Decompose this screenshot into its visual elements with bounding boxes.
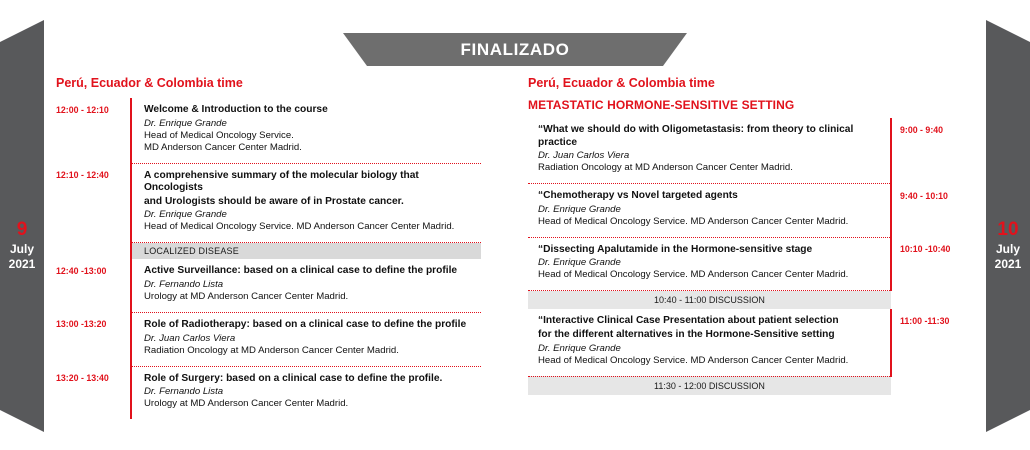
session-time: 10:10 -10:40 (900, 244, 951, 255)
session-details (528, 118, 891, 184)
band-spacer (891, 376, 978, 395)
session-speaker: Dr. Fernando Lista (144, 386, 224, 398)
session-time: 12:10 - 12:40 (56, 170, 109, 181)
session-title: for the different alternatives in the Hormone-Sensitive setting (538, 328, 835, 340)
table-row (528, 376, 978, 395)
table-row (56, 163, 481, 243)
section-title-right: METASTATIC HORMONE-SENSITIVE SETTING (528, 98, 795, 112)
session-title: “Dissecting Apalutamide in the Hormone-sensitive stage (538, 243, 813, 255)
session-affiliation: Head of Medical Oncology Service. MD Anderson Cancer Center Madrid. (144, 221, 455, 233)
session-speaker: Dr. Juan Carlos Viera (144, 332, 236, 344)
day-number-left: 9 (16, 219, 28, 240)
discussion-band-label: 11:30 - 12:00 DISCUSSION (528, 376, 891, 395)
session-speaker: Dr. Enrique Grande (144, 209, 227, 221)
session-title: “What we should do with Oligometastasis: from theory to clinical practice (538, 124, 854, 148)
day-one-column (56, 76, 481, 419)
session-time: 11:00 -11:30 (900, 316, 950, 327)
band-spacer (891, 291, 978, 310)
session-affiliation: Urology at MD Anderson Cancer Center Madrid. (144, 290, 349, 302)
day-two-column (528, 76, 978, 395)
table-row (56, 243, 481, 260)
day-number-right: 10 (997, 219, 1019, 240)
session-affiliation: Head of Medical Oncology Service. MD Anderson Cancer Center Madrid. (538, 215, 849, 227)
band-spacer (56, 243, 131, 260)
discussion-band-label: 10:40 - 11:00 DISCUSSION (528, 291, 891, 310)
status-badge: FINALIZADO (460, 40, 570, 59)
session-affiliation: Head of Medical Oncology Service. MD Anderson Cancer Center Madrid. (538, 269, 849, 281)
day-month-right: July (995, 242, 1020, 256)
session-time: 9:00 - 9:40 (900, 125, 944, 135)
session-affiliation: Radiation Oncology at MD Anderson Cancer Center Madrid. (538, 162, 793, 174)
table-row (56, 98, 481, 163)
session-title: Role of Radiotherapy: based on a clinical case to define the profile (144, 318, 467, 330)
session-title: “Chemotherapy vs Novel targeted agents (538, 190, 738, 202)
session-time: 13:00 -13:20 (56, 319, 107, 330)
session-time: 9:40 - 10:10 (900, 190, 948, 201)
session-time: 13:20 - 13:40 (56, 373, 109, 384)
session-speaker: Dr. Fernando Lista (144, 278, 224, 290)
day-year-left: 2021 (8, 257, 36, 271)
session-details (528, 184, 891, 238)
session-details (131, 312, 481, 366)
section-band-label: LOCALIZED DISEASE (131, 243, 481, 260)
session-title: Active Surveillance: based on a clinical case to define the profile (144, 265, 458, 277)
day-year-right: 2021 (994, 257, 1022, 271)
session-affiliation: Head of Medical Oncology Service. (144, 129, 294, 141)
session-speaker: Dr. Enrique Grande (538, 342, 621, 354)
table-row (528, 309, 978, 376)
schedule-table-right (528, 118, 978, 395)
session-affiliation: Urology at MD Anderson Cancer Center Madrid. (144, 398, 349, 410)
session-title: Welcome & Introduction to the course (144, 104, 328, 115)
session-time: 12:40 -13:00 (56, 266, 107, 277)
session-title: “Interactive Clinical Case Presentation about patient selection (538, 315, 839, 327)
session-title: and Urologists should be aware of in Prostate cancer. (144, 195, 404, 207)
session-details (131, 259, 481, 312)
table-row (528, 118, 978, 184)
session-time: 12:00 - 12:10 (56, 105, 109, 115)
table-row (528, 291, 978, 310)
table-row (56, 366, 481, 419)
status-banner (343, 33, 687, 66)
timezone-label-left: Perú, Ecuador & Colombia time (56, 76, 243, 90)
session-details (528, 309, 891, 376)
session-details (131, 163, 481, 243)
day-tab-left (0, 20, 44, 432)
session-speaker: Dr. Enrique Grande (538, 257, 621, 269)
session-details (131, 98, 481, 163)
timezone-label-right: Perú, Ecuador & Colombia time (528, 76, 715, 90)
session-affiliation: MD Anderson Cancer Center Madrid. (144, 141, 302, 153)
table-row (56, 259, 481, 312)
table-row (56, 312, 481, 366)
table-row (528, 237, 978, 291)
session-speaker: Dr. Enrique Grande (538, 203, 621, 215)
session-affiliation: Radiation Oncology at MD Anderson Cancer Center Madrid. (144, 344, 399, 356)
session-details (528, 237, 891, 291)
session-title: Role of Surgery: based on a clinical case to define the profile. (144, 372, 443, 384)
session-affiliation: Head of Medical Oncology Service. MD Anderson Cancer Center Madrid. (538, 354, 849, 366)
schedule-table-left (56, 98, 481, 419)
session-speaker: Dr. Juan Carlos Viera (538, 150, 630, 162)
session-details (131, 366, 481, 419)
day-tab-right (986, 20, 1030, 432)
table-row (528, 184, 978, 238)
session-title: A comprehensive summary of the molecular biology that Oncologists (144, 169, 419, 194)
session-speaker: Dr. Enrique Grande (144, 117, 227, 129)
day-month-left: July (9, 242, 34, 256)
